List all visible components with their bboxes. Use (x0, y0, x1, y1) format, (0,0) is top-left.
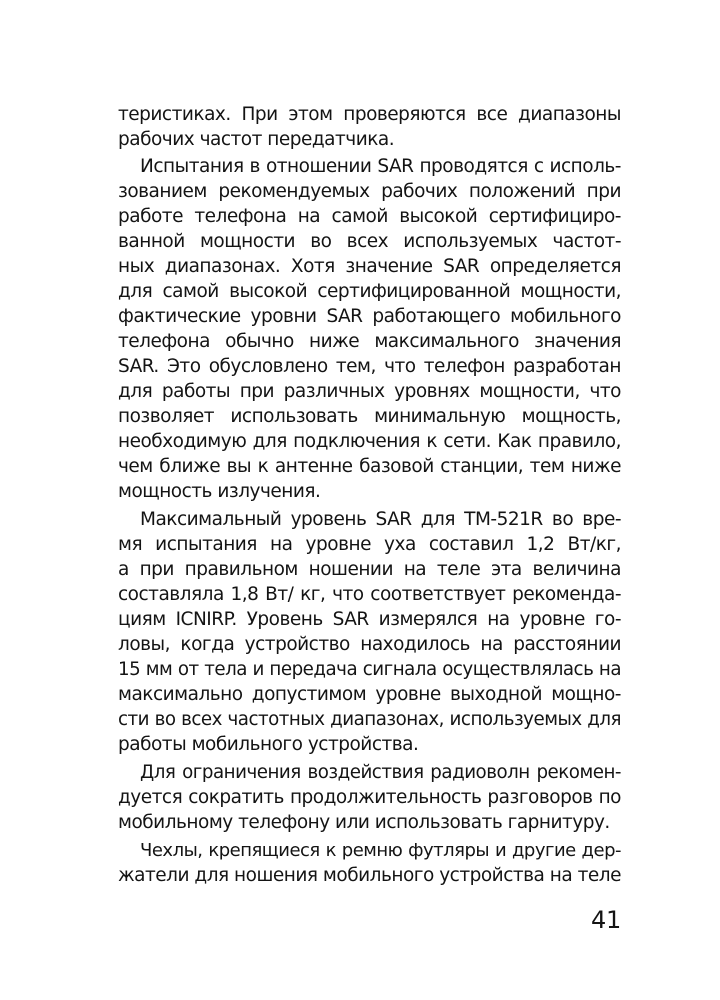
text-line: зованием рекомендуемых рабочих положений при (118, 181, 621, 202)
text-line: работы мобильного устройства. (118, 734, 419, 755)
text-line: работе телефона на самой высокой сертифициро- (118, 206, 621, 227)
text-line: позволяет использовать минимальную мощность, (118, 406, 621, 427)
text-line: мя испытания на уровне уха составил 1,2 Вт/кг, (118, 534, 621, 555)
text-line: чем ближе вы к антенне базовой станции, тем ниже (118, 456, 621, 477)
text-line: необходимую для подключения к сети. Как правило, (118, 431, 621, 452)
text-line: циям ICNIRP. Уровень SAR измерялся на уровне го- (118, 609, 621, 630)
text-line: 15 мм от тела и передача сигнала осуществлялась на (118, 659, 621, 680)
text-line: Испытания в отношении SAR проводятся с исполь- (140, 156, 621, 177)
page-number: 41 (591, 906, 621, 934)
text-line: ных диапазонах. Хотя значение SAR определяется (118, 256, 621, 277)
text-line: SAR. Это обусловлено тем, что телефон разработан (118, 356, 621, 377)
text-line: мощность излучения. (118, 481, 321, 502)
text-line: телефона обычно ниже максимального значения (118, 331, 621, 352)
text-line: для самой высокой сертифицированной мощности, (118, 281, 621, 302)
text-line: а при правильном ношении на теле эта величина (118, 559, 621, 580)
text-line: мобильному телефону или использовать гарнитуру. (118, 812, 610, 833)
text-line: Чехлы, крепящиеся к ремню футляры и другие дер- (140, 840, 621, 861)
text-line: ловы, когда устройство находилось на расстоянии (118, 634, 621, 655)
text-line: фактические уровни SAR работающего мобильного (118, 306, 621, 327)
text-line: максимально допустимом уровне выходной мощно- (118, 684, 621, 705)
text-line: Максимальный уровень SAR для TM-521R во вре- (140, 509, 621, 530)
text-line: сти во всех частотных диапазонах, используемых для (118, 709, 621, 730)
text-line: для работы при различных уровнях мощности, что (118, 381, 621, 402)
text-line: Для ограничения воздействия радиоволн рекомен- (140, 762, 621, 783)
page-text (118, 102, 621, 902)
text-line: дуется сократить продолжительность разговоров по (118, 787, 621, 808)
text-line: рабочих частот передатчика. (118, 129, 395, 150)
text-line: составляла 1,8 Вт/ кг, что соответствует рекоменда- (118, 584, 621, 605)
text-line: ванной мощности во всех используемых частот- (118, 231, 621, 252)
text-line: жатели для ношения мобильного устройства на теле (118, 865, 621, 886)
text-line: теристиках. При этом проверяются все диапазоны (118, 104, 621, 125)
